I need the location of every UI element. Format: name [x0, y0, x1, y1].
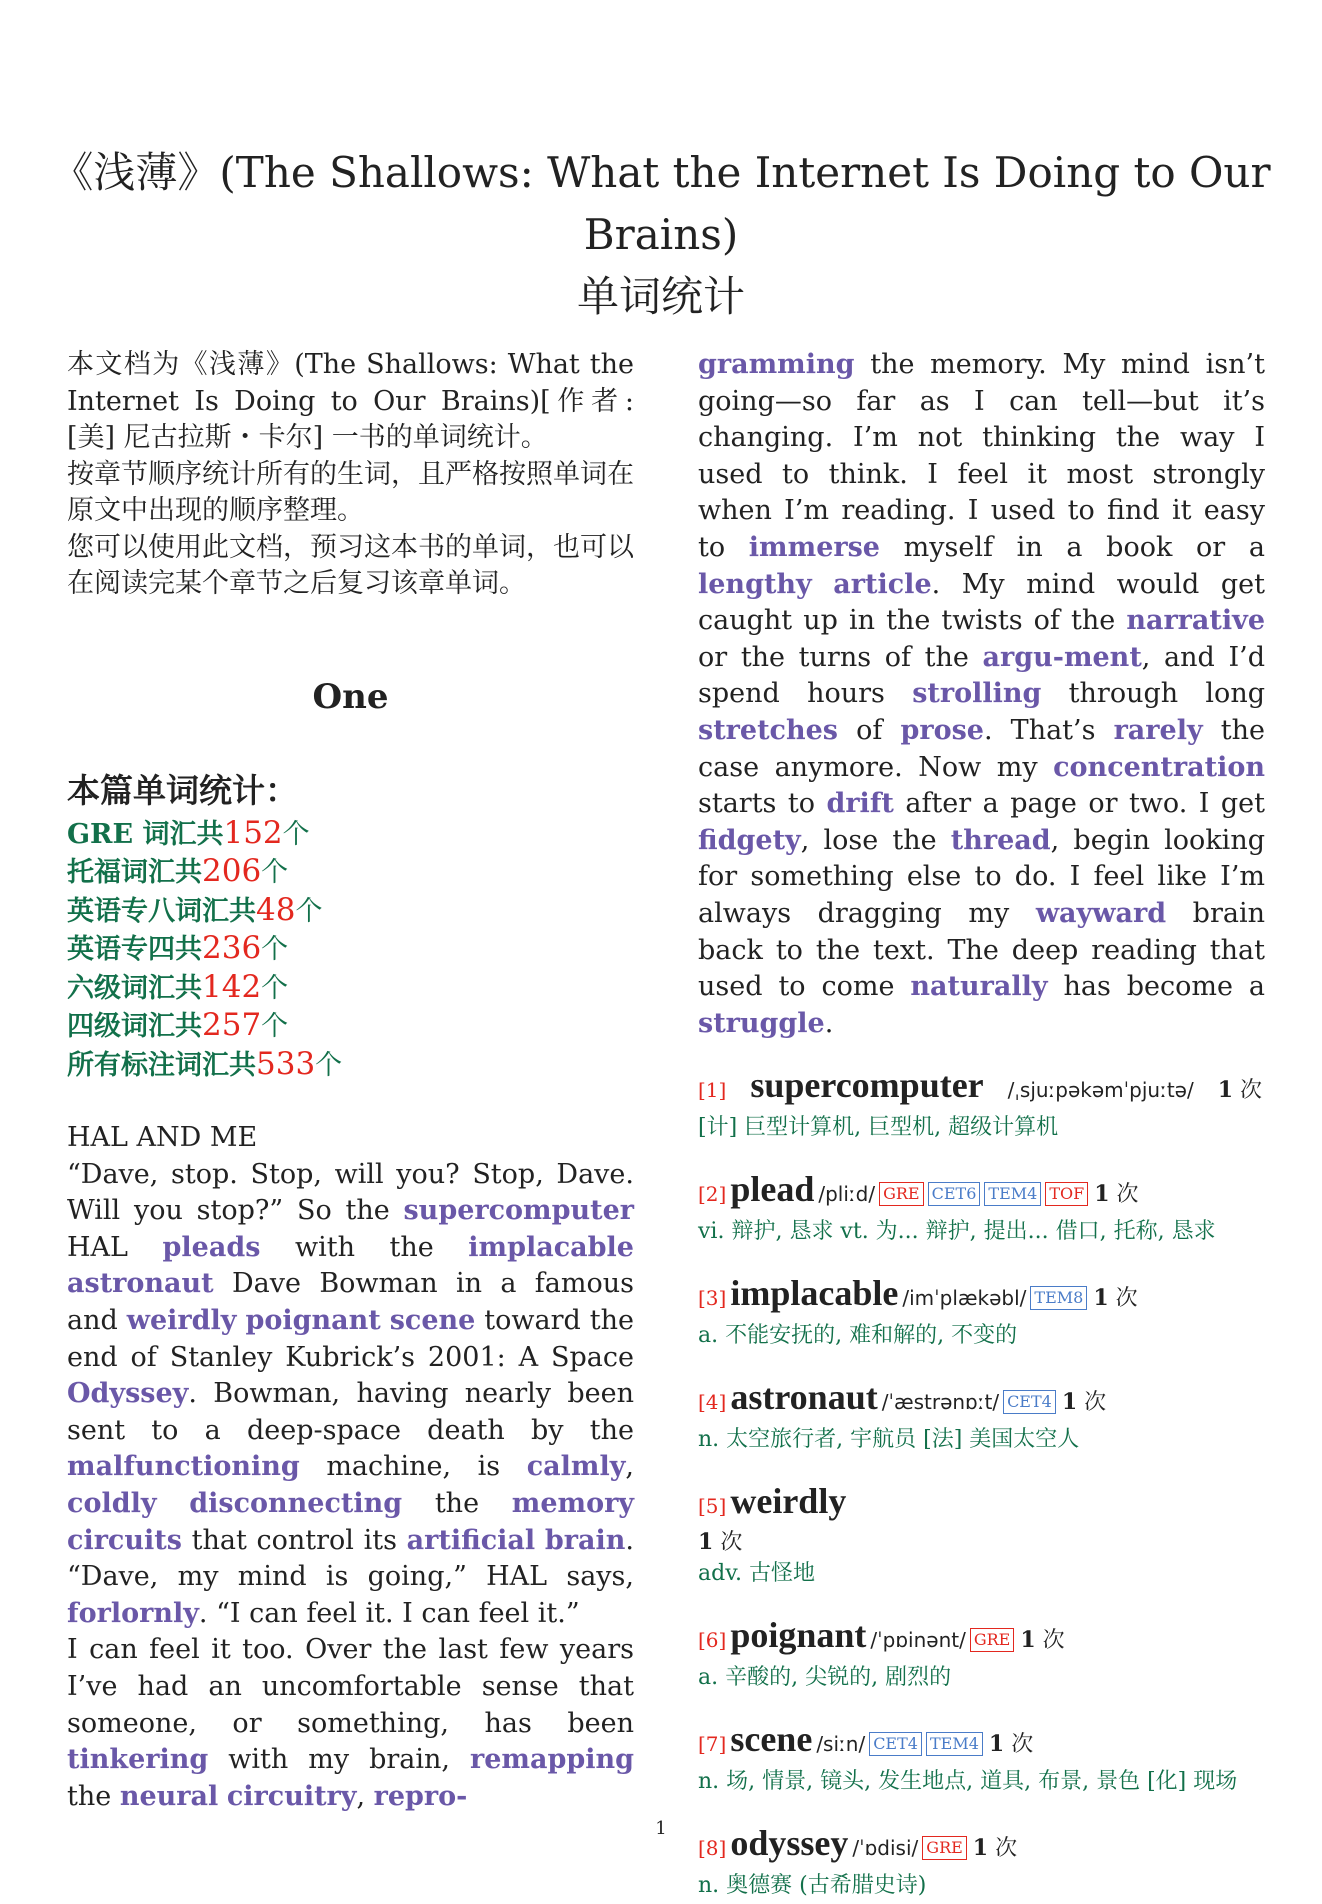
entry-header — [698, 1720, 1265, 1764]
story-text: the case anymore. Now my — [698, 714, 1265, 783]
entry-frequency — [1218, 1078, 1262, 1103]
stat-unit: 个 — [261, 857, 289, 888]
entry-word: implacable — [730, 1273, 899, 1314]
left-column — [67, 347, 634, 1815]
frequency-unit: 次 — [995, 1836, 1018, 1862]
stat-count: 48 — [256, 891, 296, 928]
story-text: . Bowman, having nearly been sent to a deep-space death by the — [67, 1378, 634, 1446]
vocab-entry — [698, 1274, 1265, 1354]
story-text: machine, is — [299, 1451, 527, 1483]
stat-count: 236 — [202, 930, 262, 966]
story-text: , and I’d spend hours — [698, 641, 1265, 710]
page-number: 1 — [655, 1818, 667, 1839]
highlighted-word: forlornly — [67, 1597, 199, 1629]
highlighted-word: gramming — [698, 349, 855, 380]
highlighted-word: coldly — [67, 1487, 157, 1519]
entry-header — [698, 1066, 1265, 1110]
highlighted-word: weirdly — [126, 1304, 237, 1336]
frequency-unit: 次 — [720, 1530, 743, 1556]
frequency-count: 1 — [988, 1731, 1005, 1758]
highlighted-word: repro- — [373, 1780, 468, 1812]
highlighted-word: neural — [119, 1780, 219, 1812]
highlighted-word: scene — [389, 1304, 476, 1336]
highlighted-word: narrative — [1126, 605, 1265, 637]
entry-word: poignant — [730, 1615, 867, 1656]
stat-label: GRE 词汇共 — [67, 818, 224, 850]
entry-definition: n. 场, 情景, 镜头, 发生地点, 道具, 布景, 景色 [化] 现场 — [698, 1769, 1238, 1795]
story-text: of — [838, 714, 901, 746]
entry-frequency — [989, 1732, 1033, 1757]
highlighted-word: poignant — [245, 1304, 381, 1336]
frequency-count: 1 — [1217, 1077, 1234, 1104]
chapter-heading: One — [312, 676, 389, 717]
highlighted-word: article — [833, 568, 932, 600]
entry-definition: n. 奥德赛 (古希腊史诗) — [698, 1873, 927, 1899]
highlighted-word: artificial — [406, 1524, 536, 1556]
entry-number: [3] — [698, 1286, 727, 1311]
document-title — [40, 142, 1282, 328]
story-text: “Dave, stop. Stop, will you? Stop, Dave. Will you stop?” So the — [67, 1158, 634, 1227]
entry-definition: adv. 古怪地 — [698, 1561, 816, 1587]
story-text: . “I can feel it. I can feel it.” — [198, 1597, 580, 1629]
exam-tag: TEM8 — [1030, 1286, 1087, 1310]
frequency-unit: 次 — [1011, 1732, 1034, 1758]
highlighted-word: tinkering — [67, 1744, 209, 1776]
highlighted-word: circuitry — [226, 1780, 357, 1812]
story-text: the — [402, 1487, 512, 1519]
entry-word: astronaut — [730, 1377, 878, 1418]
entry-definition: a. 辛酸的, 尖锐的, 剧烈的 — [698, 1665, 952, 1691]
title-line-1: 《浅薄》(The Shallows: What the Internet Is Doing to Our Brains) — [51, 148, 1271, 259]
story-text: , — [625, 1451, 634, 1483]
stat-row — [67, 892, 634, 931]
entry-header — [698, 1482, 1265, 1525]
highlighted-word: ment — [1063, 641, 1142, 673]
entry-word: odyssey — [730, 1823, 849, 1864]
intro-paragraph: 您可以使用此文档，预习这本书的单词，也可以在阅读完某个章节之后复习该章单词。 — [67, 531, 634, 599]
entry-frequency — [1062, 1390, 1106, 1415]
entry-word: plead — [730, 1169, 815, 1210]
story-paragraph-3 — [698, 347, 1265, 1042]
entry-phonetic: /ˈæstrənɒːt/ — [881, 1390, 1000, 1415]
highlighted-word: concentration — [1053, 751, 1265, 783]
highlighted-word: rarely — [1113, 714, 1203, 746]
vocab-entry — [698, 1066, 1265, 1146]
entry-definition: n. 太空旅行者, 宇航员 [法] 美国太空人 — [698, 1427, 1080, 1453]
entry-frequency — [973, 1836, 1017, 1861]
stat-count: 533 — [256, 1045, 316, 1082]
entry-frequency — [1094, 1182, 1138, 1207]
entry-frequency — [698, 1530, 742, 1555]
highlighted-word: drift — [826, 788, 894, 820]
entry-phonetic: /ˈɒdisi/ — [852, 1836, 919, 1861]
stat-row — [67, 1007, 634, 1046]
exam-tag: TEM4 — [926, 1732, 983, 1756]
story-text — [381, 1305, 390, 1336]
story-text: . That’s — [983, 714, 1114, 746]
stat-row — [67, 1046, 634, 1085]
story-text: . My mind would get caught up in the twists of the — [698, 568, 1265, 637]
exam-tag: TEM4 — [984, 1182, 1041, 1206]
stat-unit: 个 — [261, 972, 289, 1004]
intro-section — [67, 347, 634, 603]
story-text: , begin looking for something else to do. I feel like I’m always dragging my — [698, 824, 1265, 929]
highlighted-word: supercomputer — [403, 1195, 634, 1227]
stat-unit: 个 — [315, 1049, 343, 1081]
highlighted-word: argu- — [982, 641, 1064, 673]
stat-row — [67, 930, 634, 969]
entry-definition: vi. 辩护, 恳求 vt. 为... 辩护, 提出... 借口, 托称, 恳求 — [698, 1219, 1216, 1245]
right-column — [698, 347, 1265, 1904]
stat-row — [67, 853, 634, 892]
entry-definition: a. 不能安抚的, 难和解的, 不变的 — [698, 1323, 1018, 1349]
stat-row — [67, 969, 634, 1008]
story-text: brain back to the text. The deep reading that used to come — [698, 897, 1265, 1003]
entry-word: scene — [730, 1719, 813, 1760]
story-title: HAL AND ME — [67, 1122, 258, 1153]
exam-tag: GRE — [970, 1628, 1015, 1652]
story-text: after a page or two. I get — [893, 788, 1265, 820]
highlighted-word: prose — [900, 714, 984, 746]
intro-paragraph: 按章节顺序统计所有的生词，且严格按照单词在原文中出现的顺序整理。 — [67, 458, 634, 526]
highlighted-word: immerse — [748, 531, 880, 563]
highlighted-word: malfunctioning — [67, 1451, 300, 1483]
story-text: through long — [1041, 678, 1265, 710]
story-text: the — [67, 1780, 120, 1812]
vocab-entry — [698, 1170, 1265, 1250]
stat-unit: 个 — [261, 1011, 289, 1042]
highlighted-word: circuits — [67, 1524, 182, 1556]
story-text: . — [824, 1007, 834, 1039]
story-text: , lose the — [800, 824, 951, 856]
entry-number: [7] — [698, 1732, 727, 1757]
story-text: myself in a book or a — [879, 531, 1265, 563]
stat-unit: 个 — [295, 895, 323, 927]
story-text — [812, 569, 834, 600]
entry-header — [698, 1616, 1265, 1660]
story-text: or the turns of the — [698, 641, 983, 673]
highlighted-word: remapping — [470, 1744, 634, 1776]
frequency-unit: 次 — [1084, 1390, 1107, 1416]
exam-tag: GRE — [922, 1836, 967, 1860]
entry-number: [6] — [698, 1628, 727, 1653]
exam-tag: CET4 — [1003, 1390, 1056, 1414]
entry-number: [2] — [698, 1182, 727, 1207]
story-text: starts to — [698, 788, 827, 820]
frequency-unit: 次 — [1116, 1182, 1139, 1208]
story-text — [535, 1525, 545, 1556]
entry-phonetic: /ˌsjuːpəkəmˈpjuːtə/ — [1007, 1078, 1194, 1103]
stat-label: 所有标注词汇共 — [67, 1049, 256, 1081]
story-text: HAL — [67, 1231, 163, 1263]
entry-number: [8] — [698, 1836, 727, 1861]
entry-phonetic: /pliːd/ — [818, 1182, 876, 1207]
highlighted-word: wayward — [1035, 897, 1167, 929]
entry-word: supercomputer — [750, 1065, 984, 1106]
vocab-entry — [698, 1720, 1265, 1800]
stat-label: 英语专八词汇共 — [67, 895, 256, 927]
vocab-entry — [698, 1482, 1265, 1592]
highlighted-word: memory — [511, 1487, 634, 1519]
vocab-entry — [698, 1616, 1265, 1696]
title-line-2: 单词统计 — [576, 272, 745, 321]
highlighted-word: lengthy — [698, 568, 812, 600]
entry-phonetic: /imˈplækəbl/ — [902, 1286, 1027, 1311]
stat-count: 152 — [223, 814, 283, 851]
story-text: Dave Bowman in a famous and — [67, 1268, 634, 1336]
entry-phonetic: /siːn/ — [816, 1732, 866, 1757]
stat-count: 142 — [202, 968, 262, 1005]
stat-unit: 个 — [282, 818, 310, 850]
highlighted-word: stretches — [698, 714, 838, 746]
frequency-count: 1 — [972, 1835, 989, 1862]
story-paragraph-2 — [67, 1632, 634, 1815]
story-text: with the — [260, 1231, 469, 1263]
highlighted-word: calmly — [526, 1451, 626, 1483]
stats-list — [67, 815, 634, 1085]
highlighted-word: implacable — [468, 1231, 634, 1263]
story-text — [157, 1488, 190, 1519]
entry-number: [4] — [698, 1390, 727, 1415]
exam-tag: CET6 — [928, 1182, 981, 1206]
story-text: , — [356, 1780, 374, 1812]
frequency-count: 1 — [1061, 1389, 1078, 1416]
intro-paragraph: 本文档为《浅薄》(The Shallows: What the Internet Is Doing to Our Brains)[作者: [美] 尼古拉斯・卡尔] 一书的单词统计。 — [67, 349, 634, 453]
stats-title: 本篇单词统计： — [67, 770, 298, 810]
story-text: that control its — [181, 1524, 407, 1556]
vocab-entries — [698, 1066, 1265, 1904]
story-text: has become a — [1047, 971, 1265, 1003]
story-text: toward the end of Stanley Kubrick’s 2001: A Space — [67, 1304, 634, 1373]
highlighted-word: astronaut — [67, 1268, 214, 1300]
story-text — [218, 1781, 227, 1812]
story-text: with my brain, — [208, 1744, 470, 1776]
stat-count: 257 — [202, 1007, 262, 1043]
stat-label: 英语专四共 — [67, 934, 202, 965]
entry-number: [1] — [698, 1078, 727, 1103]
entry-frequency-line — [698, 1525, 1265, 1556]
frequency-count: 1 — [1093, 1285, 1109, 1312]
highlighted-word: naturally — [910, 971, 1048, 1003]
highlighted-word: struggle — [698, 1007, 825, 1039]
highlighted-word: thread — [950, 824, 1051, 856]
story-text: the memory. My mind isn’t going—so far as I can tell—but it’s changing. I’m not thinking the way I used to think. I feel it most strongly when I’m reading. I used to find it easy to — [698, 349, 1265, 563]
stat-label: 四级词汇共 — [67, 1011, 202, 1042]
story-text: . “Dave, my mind is going,” HAL says, — [67, 1524, 634, 1593]
stat-row — [67, 815, 634, 854]
highlighted-word: brain — [544, 1524, 626, 1556]
entry-frequency — [1020, 1628, 1064, 1653]
stat-label: 六级词汇共 — [67, 972, 202, 1004]
stat-unit: 个 — [261, 934, 289, 965]
entry-word: weirdly — [730, 1481, 847, 1522]
stat-count: 206 — [202, 853, 262, 889]
frequency-unit: 次 — [1115, 1286, 1138, 1312]
story-text: I can feel it too. Over the last few years I’ve had an uncomfortable sense that someone, or something, has been — [67, 1634, 634, 1739]
entry-definition: [计] 巨型计算机, 巨型机, 超级计算机 — [698, 1115, 1059, 1141]
highlighted-word: Odyssey — [67, 1378, 189, 1410]
vocab-entry — [698, 1378, 1265, 1458]
exam-tag: GRE — [879, 1182, 924, 1206]
highlighted-word: strolling — [912, 678, 1042, 710]
highlighted-word: pleads — [162, 1231, 261, 1263]
entry-phonetic: /ˈpɒinənt/ — [870, 1628, 966, 1653]
frequency-count: 1 — [698, 1529, 714, 1556]
frequency-unit: 次 — [1240, 1078, 1263, 1104]
exam-tag: TOF — [1045, 1182, 1088, 1206]
entry-frequency — [1093, 1286, 1137, 1311]
frequency-unit: 次 — [1042, 1628, 1065, 1654]
exam-tag: CET4 — [869, 1732, 922, 1756]
entry-header — [698, 1378, 1265, 1422]
highlighted-word: disconnecting — [189, 1487, 403, 1519]
entry-number: [5] — [698, 1494, 727, 1519]
entry-header — [698, 1170, 1265, 1214]
stat-label: 托福词汇共 — [67, 857, 202, 888]
highlighted-word: fidgety — [698, 824, 801, 856]
story-paragraph-1 — [67, 1157, 634, 1633]
entry-header — [698, 1274, 1265, 1318]
frequency-count: 1 — [1094, 1181, 1110, 1208]
frequency-count: 1 — [1020, 1627, 1036, 1654]
